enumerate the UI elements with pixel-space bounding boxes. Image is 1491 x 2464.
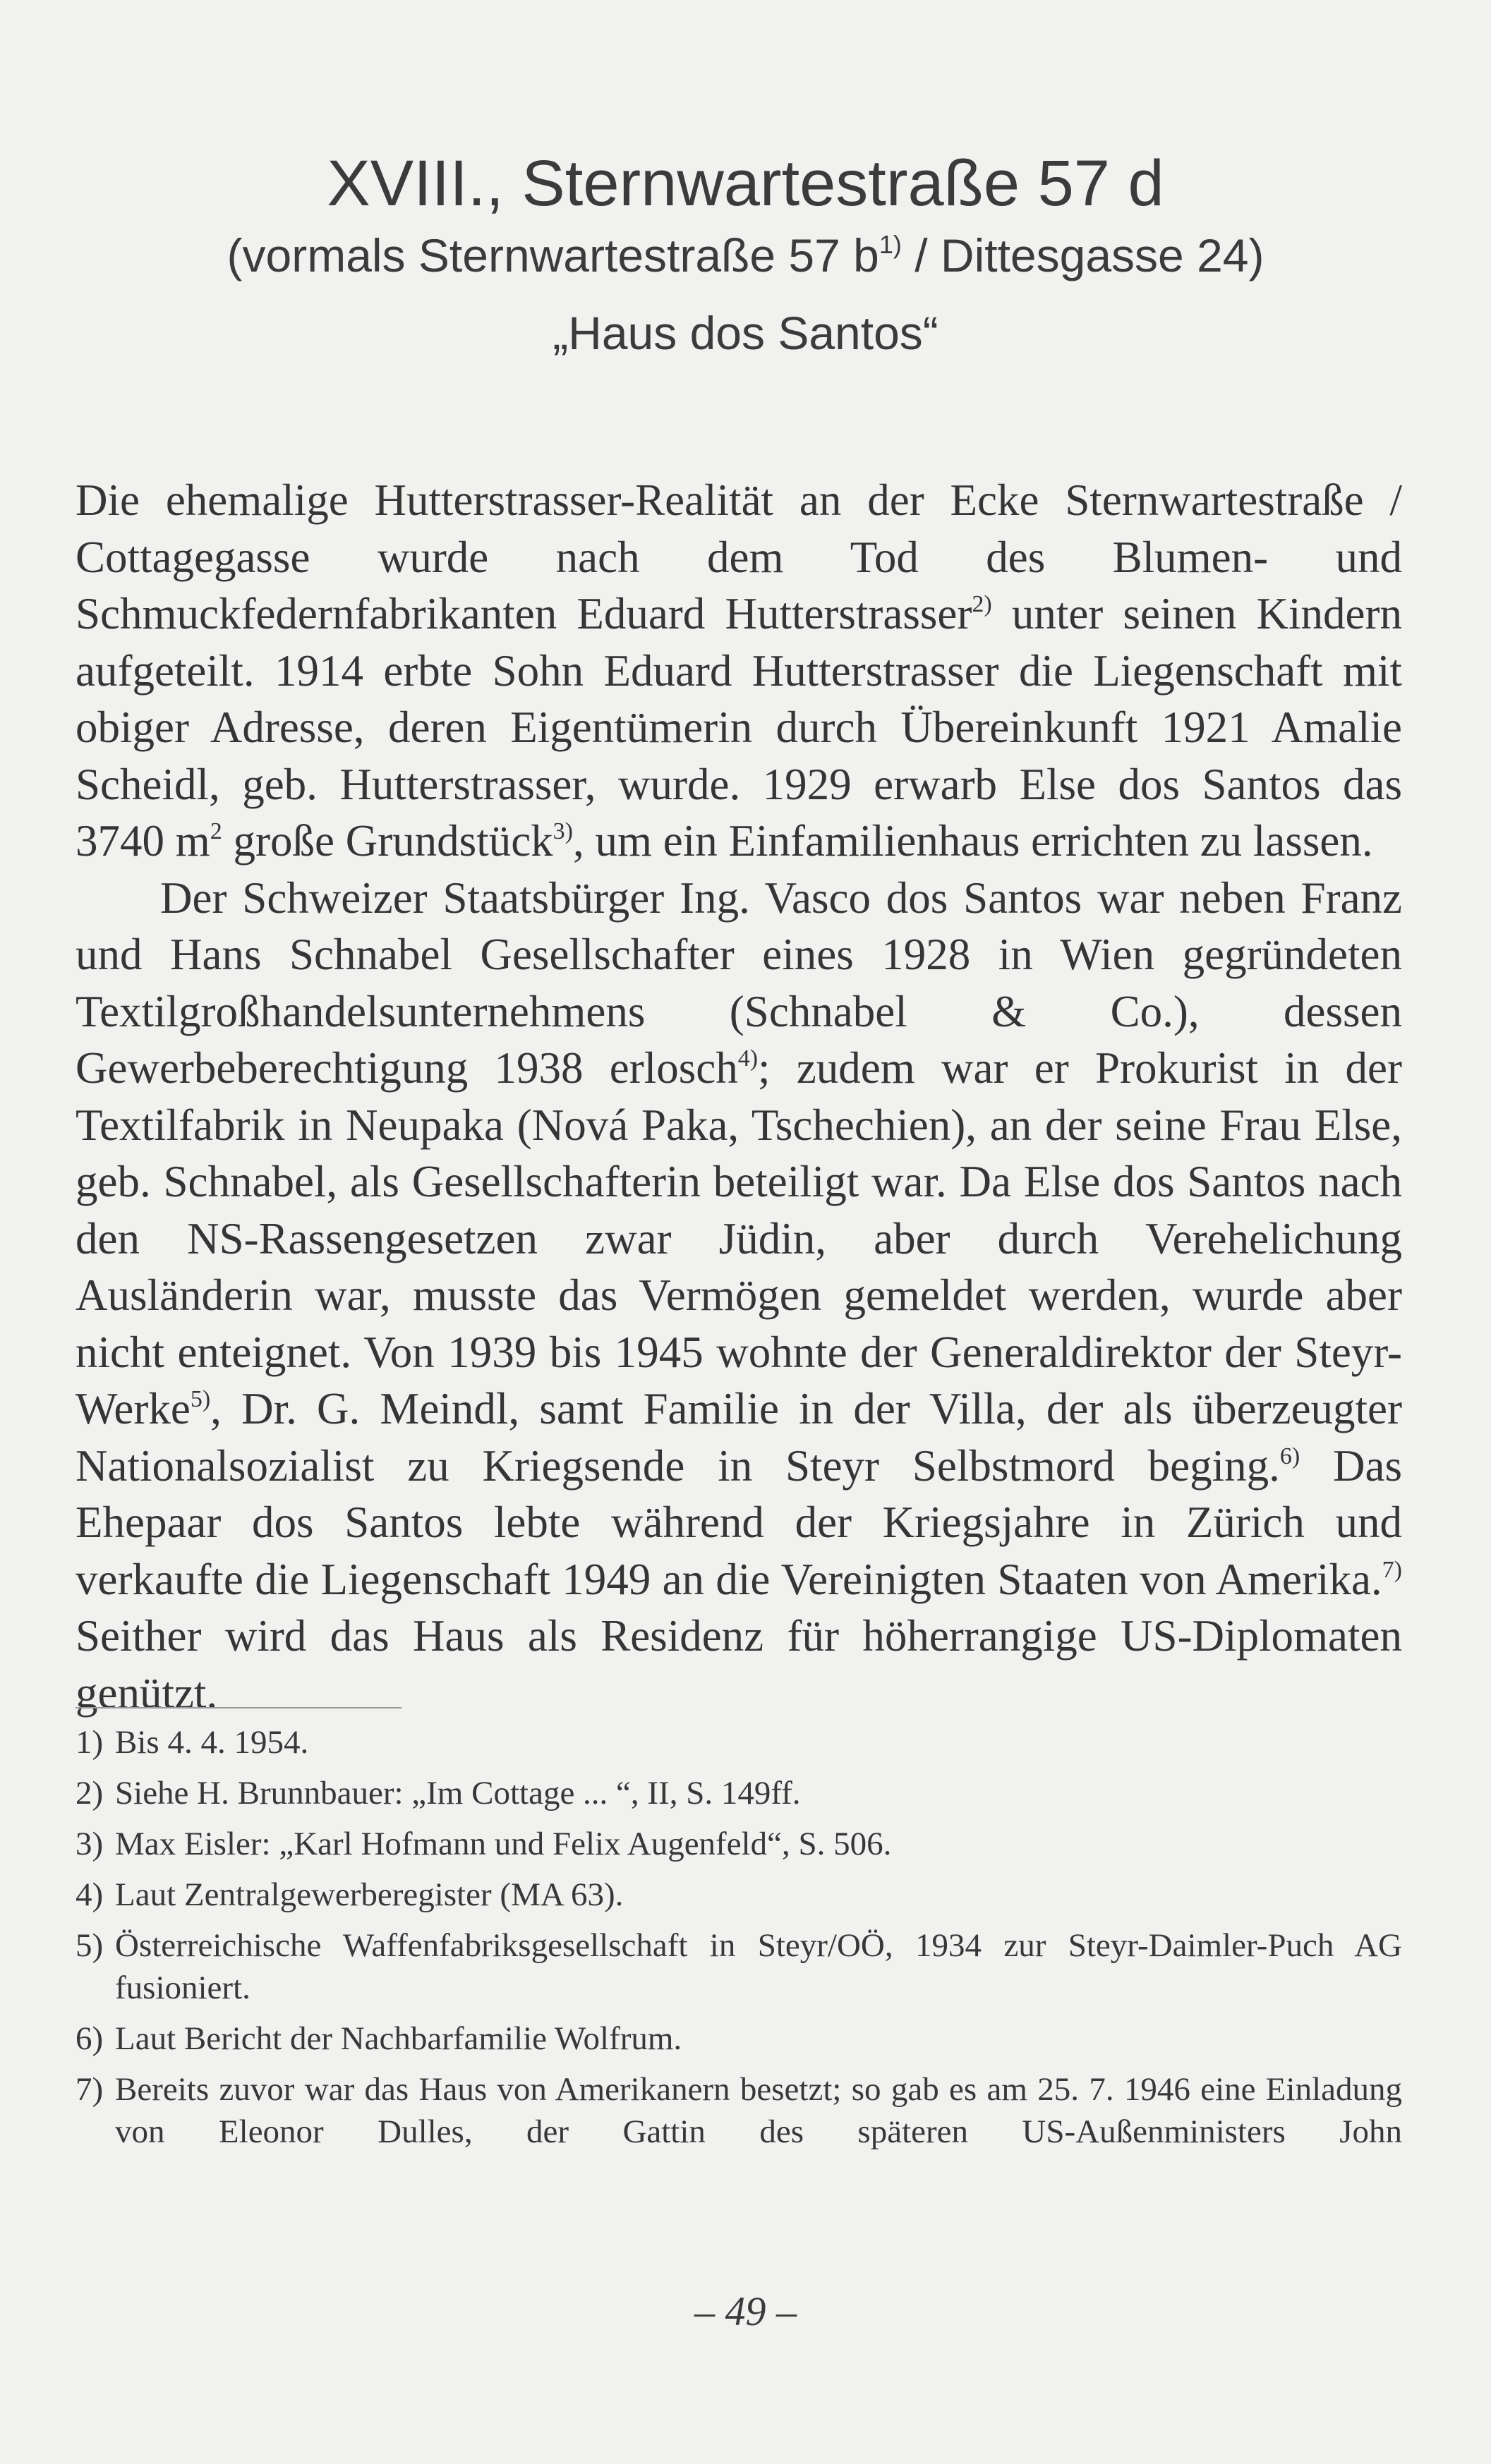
footnote-number: 2) xyxy=(76,1775,104,1811)
footnote-text: Laut Zentralgewerberegister (MA 63). xyxy=(115,1876,624,1913)
footnote-item xyxy=(76,2068,1402,2153)
p2-text-b: ; zudem war er Prokurist in der Textilfabrik in Neupaka (Nová Paka, Tschechien), an der seine Frau Else, geb. Schnabel, als Gesellschafterin beteiligt war. Da Else dos Santos nach den NS-Rassengesetzen zwar Jüdin, aber durch Verehelichung Ausländerin war, musste das Vermögen gemeldet werden, wurde aber nicht enteignet. Von 1939 bis 1945 wohnte der Generaldirektor der Steyr-Werke xyxy=(76,1043,1402,1433)
body-text xyxy=(76,472,1402,1721)
chapter-subtitle xyxy=(0,227,1491,284)
footnote-text: Österreichische Waffenfabriksgesellschaft in Steyr/OÖ, 1934 zur Steyr-Daimler-Puch AG fusioniert. xyxy=(115,1927,1402,2006)
superscript-square: 2 xyxy=(210,818,222,844)
footnote-item xyxy=(76,1874,1402,1916)
footnote-ref-2: 2) xyxy=(972,591,992,617)
footnote-item xyxy=(76,1924,1402,2009)
footnote-text: Bis 4. 4. 1954. xyxy=(115,1724,309,1761)
footnote-text: Laut Bericht der Nachbarfamilie Wolfrum. xyxy=(115,2020,682,2057)
p1-text-a: Die ehemalige Hutterstrasser-Realität an der Ecke Sternwartestraße / Cottagegasse wurde nach dem Tod des Blumen- und Schmuckfedernfabrikanten Eduard Hutterstrasser xyxy=(76,475,1402,638)
footnote-item xyxy=(76,1772,1402,1814)
footnote-ref-4: 4) xyxy=(737,1045,759,1072)
footnote-text: Max Eisler: „Karl Hofmann und Felix Augenfeld“, S. 506. xyxy=(115,1826,892,1862)
footnote-ref-6: 6) xyxy=(1279,1443,1300,1469)
paragraph-2 xyxy=(76,870,1402,1722)
p1-text-d: , um ein Einfamilienhaus errichten zu lassen. xyxy=(573,816,1373,866)
paragraph-1 xyxy=(76,472,1402,870)
footnote-ref-1: 1) xyxy=(879,230,902,259)
subtitle-text-2: / Dittesgasse 24) xyxy=(901,229,1264,281)
footnote-ref-3: 3) xyxy=(553,818,573,844)
footnote-item xyxy=(76,2017,1402,2060)
footnotes xyxy=(76,1721,1402,2161)
footnote-item xyxy=(76,1823,1402,1865)
footnote-number: 4) xyxy=(76,1876,104,1913)
page-number: – 49 – xyxy=(694,2288,797,2334)
footnote-ref-7: 7) xyxy=(1382,1556,1402,1583)
p1-text-c: große Grundstück xyxy=(222,816,553,866)
chapter-title: XVIII., Sternwartestraße 57 d xyxy=(327,147,1164,219)
p1-text-b: unter seinen Kindern aufgeteilt. 1914 erbte Sohn Eduard Hutterstrasser die Liegenschaft mit obiger Adresse, deren Eigentümerin durch Übereinkunft 1921 Amalie Scheidl, geb. Hutterstrasser, wurde. 1929 erwarb Else dos Santos das 3740 m xyxy=(76,589,1402,866)
p2-text-a: Der Schweizer Staatsbürger Ing. Vasco dos Santos war neben Franz und Hans Schnabel Gesellschafter eines 1928 in Wien gegründeten Textilgroßhandelsunternehmens (Schnabel & Co.), dessen Gewerbeberechtigung 1938 erlosch xyxy=(76,873,1402,1093)
footnote-number: 3) xyxy=(76,1826,104,1862)
footnote-number: 5) xyxy=(76,1927,104,1964)
footnote-ref-5: 5) xyxy=(190,1386,211,1412)
footnote-text: Bereits zuvor war das Haus von Amerikanern besetzt; so gab es am 25. 7. 1946 eine Einladung von Eleonor Dulles, der Gattin des späteren US-Außenministers John xyxy=(115,2071,1402,2150)
footnote-number: 1) xyxy=(76,1724,104,1761)
footnote-number: 6) xyxy=(76,2020,104,2057)
p2-text-e: Seither wird das Haus als Residenz für höherrangige US-Diplomaten genützt. xyxy=(76,1611,1402,1718)
footnote-text: Siehe H. Brunnbauer: „Im Cottage ... “, II, S. 149ff. xyxy=(115,1775,801,1811)
p2-text-d: Das Ehepaar dos Santos lebte während der Kriegsjahre in Zürich und verkaufte die Liegenschaft 1949 an die Vereinigten Staaten von Amerika. xyxy=(76,1440,1402,1604)
footnote-divider xyxy=(76,1707,402,1709)
subtitle-text-1: (vormals Sternwartestraße 57 b xyxy=(227,229,879,281)
footnote-number: 7) xyxy=(76,2071,104,2108)
footnote-item xyxy=(76,1721,1402,1764)
p2-text-c: , Dr. G. Meindl, samt Familie in der Villa, der als überzeugter Nationalsozialist zu Kriegsende in Steyr Selbstmord beging. xyxy=(76,1384,1402,1491)
house-name: „Haus dos Santos“ xyxy=(553,307,938,359)
